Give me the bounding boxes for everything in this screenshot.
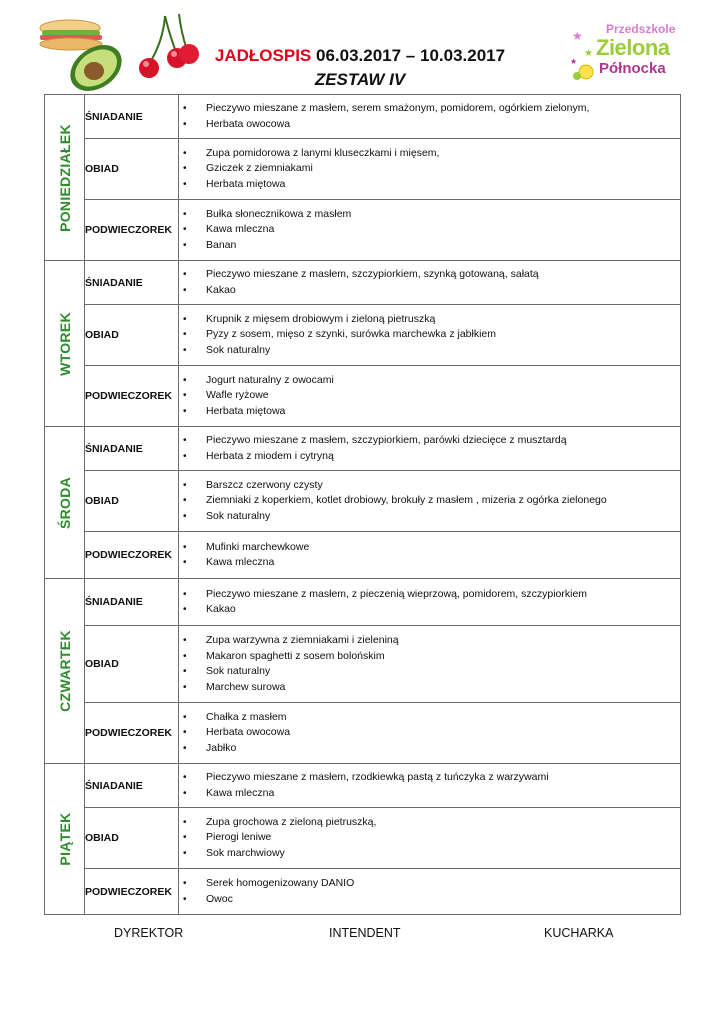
title-dates: 06.03.2017 – 10.03.2017 (316, 46, 506, 65)
cherries-icon (135, 12, 201, 82)
dish-item: • Marchew surowa (203, 680, 680, 696)
signature-director: DYREKTOR (114, 926, 184, 940)
dish-item: • Mufinki marchewkowe (203, 540, 680, 556)
dish-item: • Pieczywo mieszane z masłem, serem smażonym, pomidorem, ogórkiem zielonym, (203, 101, 680, 117)
meal-row (45, 703, 681, 764)
dishes-cell (179, 703, 681, 764)
meal-row (45, 808, 681, 869)
dishes-cell (179, 95, 681, 139)
dishes-cell (179, 427, 681, 471)
day-label: PONIEDZIAŁEK (56, 123, 73, 232)
dishes-cell (179, 305, 681, 366)
dish-list (179, 876, 680, 907)
day-label: ŚRODA (56, 476, 73, 529)
day-cell (45, 427, 85, 579)
meal-label: PODWIECZOREK (85, 703, 179, 764)
dish-item: • Sok naturalny (203, 509, 680, 525)
meal-row (45, 139, 681, 200)
dish-item: • Kawa mleczna (203, 222, 680, 238)
dish-item: • Owoc (203, 892, 680, 908)
meal-row (45, 95, 681, 139)
dish-list (179, 373, 680, 420)
dishes-cell (179, 808, 681, 869)
meal-row (45, 200, 681, 261)
dish-list (179, 815, 680, 862)
day-cell (45, 261, 85, 427)
dish-item: • Sok marchwiowy (203, 846, 680, 862)
dishes-cell (179, 366, 681, 427)
dish-item: • Pierogi leniwe (203, 830, 680, 846)
dish-item: • Krupnik z mięsem drobiowym i zieloną pietruszką (203, 312, 680, 328)
dish-item: • Banan (203, 238, 680, 254)
meal-row (45, 579, 681, 626)
dish-list (179, 433, 680, 464)
signature-cook: KUCHARKA (544, 926, 614, 940)
dish-item: • Kawa mleczna (203, 555, 680, 571)
dishes-cell (179, 764, 681, 808)
dishes-cell (179, 869, 681, 915)
dish-list (179, 207, 680, 254)
signature-quartermaster: INTENDENT (329, 926, 401, 940)
meal-row (45, 366, 681, 427)
dish-item: • Kakao (203, 283, 680, 299)
logo-line-2: Zielona (596, 35, 670, 60)
dish-item: • Makaron spaghetti z sosem bolońskim (203, 649, 680, 665)
meal-row (45, 305, 681, 366)
dish-list (179, 770, 680, 801)
dishes-cell (179, 532, 681, 579)
dish-item: • Kawa mleczna (203, 786, 680, 802)
meal-label: ŚNIADANIE (85, 261, 179, 305)
meal-row (45, 626, 681, 703)
dish-item: • Herbata miętowa (203, 177, 680, 193)
sandwich-avocado-icon (36, 14, 131, 92)
dishes-cell (179, 139, 681, 200)
meal-row (45, 261, 681, 305)
page-title (200, 46, 520, 66)
svg-text:★: ★ (572, 29, 583, 43)
day-label: CZWARTEK (56, 630, 73, 712)
dish-item: • Chałka z masłem (203, 710, 680, 726)
day-cell (45, 579, 85, 764)
kindergarten-logo (566, 20, 696, 82)
logo-line-1: Przedszkole (606, 22, 676, 36)
day-cell (45, 764, 85, 915)
dish-item: • Pieczywo mieszane z masłem, szczypiorkiem, parówki dziecięce z musztardą (203, 433, 680, 449)
dish-list (179, 633, 680, 695)
svg-text:★: ★ (570, 57, 578, 66)
dish-item: • Herbata z miodem i cytryną (203, 449, 680, 465)
dish-item: • Ziemniaki z koperkiem, kotlet drobiowy, brokuły z masłem , mizeria z ogórka zielonego (203, 493, 680, 509)
dishes-cell (179, 471, 681, 532)
title-prefix: JADŁOSPIS (214, 46, 312, 65)
meal-label: PODWIECZOREK (85, 532, 179, 579)
dish-item: • Zupa warzywna z ziemniakami i zieleniną (203, 633, 680, 649)
logo-line-3: Północka (599, 60, 666, 77)
day-label: PIĄTEK (56, 812, 73, 866)
day-cell (45, 95, 85, 261)
meal-label: ŚNIADANIE (85, 427, 179, 471)
meal-row (45, 869, 681, 915)
dishes-cell (179, 261, 681, 305)
dish-item: • Herbata owocowa (203, 725, 680, 741)
meal-row (45, 427, 681, 471)
title-block (200, 46, 520, 91)
dish-list (179, 312, 680, 359)
meal-label: OBIAD (85, 808, 179, 869)
dish-list (179, 146, 680, 193)
dish-item: • Pieczywo mieszane z masłem, z pieczenią wieprzową, pomidorem, szczypiorkiem (203, 587, 680, 603)
dish-list (179, 587, 680, 618)
dish-list (179, 267, 680, 298)
page-header (0, 0, 725, 94)
dish-item: • Wafle ryżowe (203, 388, 680, 404)
meal-label: OBIAD (85, 626, 179, 703)
menu-table (44, 94, 681, 915)
dish-item: • Kakao (203, 602, 680, 618)
meal-label: OBIAD (85, 139, 179, 200)
dish-list (179, 540, 680, 571)
dish-item: • Zupa grochowa z zieloną pietruszką, (203, 815, 680, 831)
dishes-cell (179, 579, 681, 626)
dish-item: • Serek homogenizowany DANIO (203, 876, 680, 892)
meal-row (45, 532, 681, 579)
dish-item: • Pieczywo mieszane z masłem, rzodkiewką pastą z tuńczyka z warzywami (203, 770, 680, 786)
dishes-cell (179, 200, 681, 261)
day-label: WTOREK (56, 311, 73, 376)
meal-label: OBIAD (85, 471, 179, 532)
meal-row (45, 764, 681, 808)
dishes-cell (179, 626, 681, 703)
meal-row (45, 471, 681, 532)
svg-text:★: ★ (584, 48, 593, 59)
dish-list (179, 101, 680, 132)
dish-item: • Pieczywo mieszane z masłem, szczypiorkiem, szynką gotowaną, sałatą (203, 267, 680, 283)
dish-item: • Pyzy z sosem, mięso z szynki, surówka marchewka z jabłkiem (203, 327, 680, 343)
dish-item: • Jabłko (203, 741, 680, 757)
dish-item: • Sok naturalny (203, 343, 680, 359)
dish-item: • Herbata miętowa (203, 404, 680, 420)
meal-label: ŚNIADANIE (85, 95, 179, 139)
dish-item: • Bułka słonecznikowa z masłem (203, 207, 680, 223)
dish-item: • Sok naturalny (203, 664, 680, 680)
dish-item: • Zupa pomidorowa z lanymi kluseczkami i mięsem, (203, 146, 680, 162)
meal-label: PODWIECZOREK (85, 869, 179, 915)
dish-list (179, 710, 680, 757)
dish-item: • Gziczek z ziemniakami (203, 161, 680, 177)
meal-label: ŚNIADANIE (85, 764, 179, 808)
dish-list (179, 478, 680, 525)
meal-label: PODWIECZOREK (85, 200, 179, 261)
dish-item: • Jogurt naturalny z owocami (203, 373, 680, 389)
dish-item: • Herbata owocowa (203, 117, 680, 133)
page-subtitle: ZESTAW IV (314, 70, 406, 89)
meal-label: OBIAD (85, 305, 179, 366)
meal-label: PODWIECZOREK (85, 366, 179, 427)
dish-item: • Barszcz czerwony czysty (203, 478, 680, 494)
meal-label: ŚNIADANIE (85, 579, 179, 626)
